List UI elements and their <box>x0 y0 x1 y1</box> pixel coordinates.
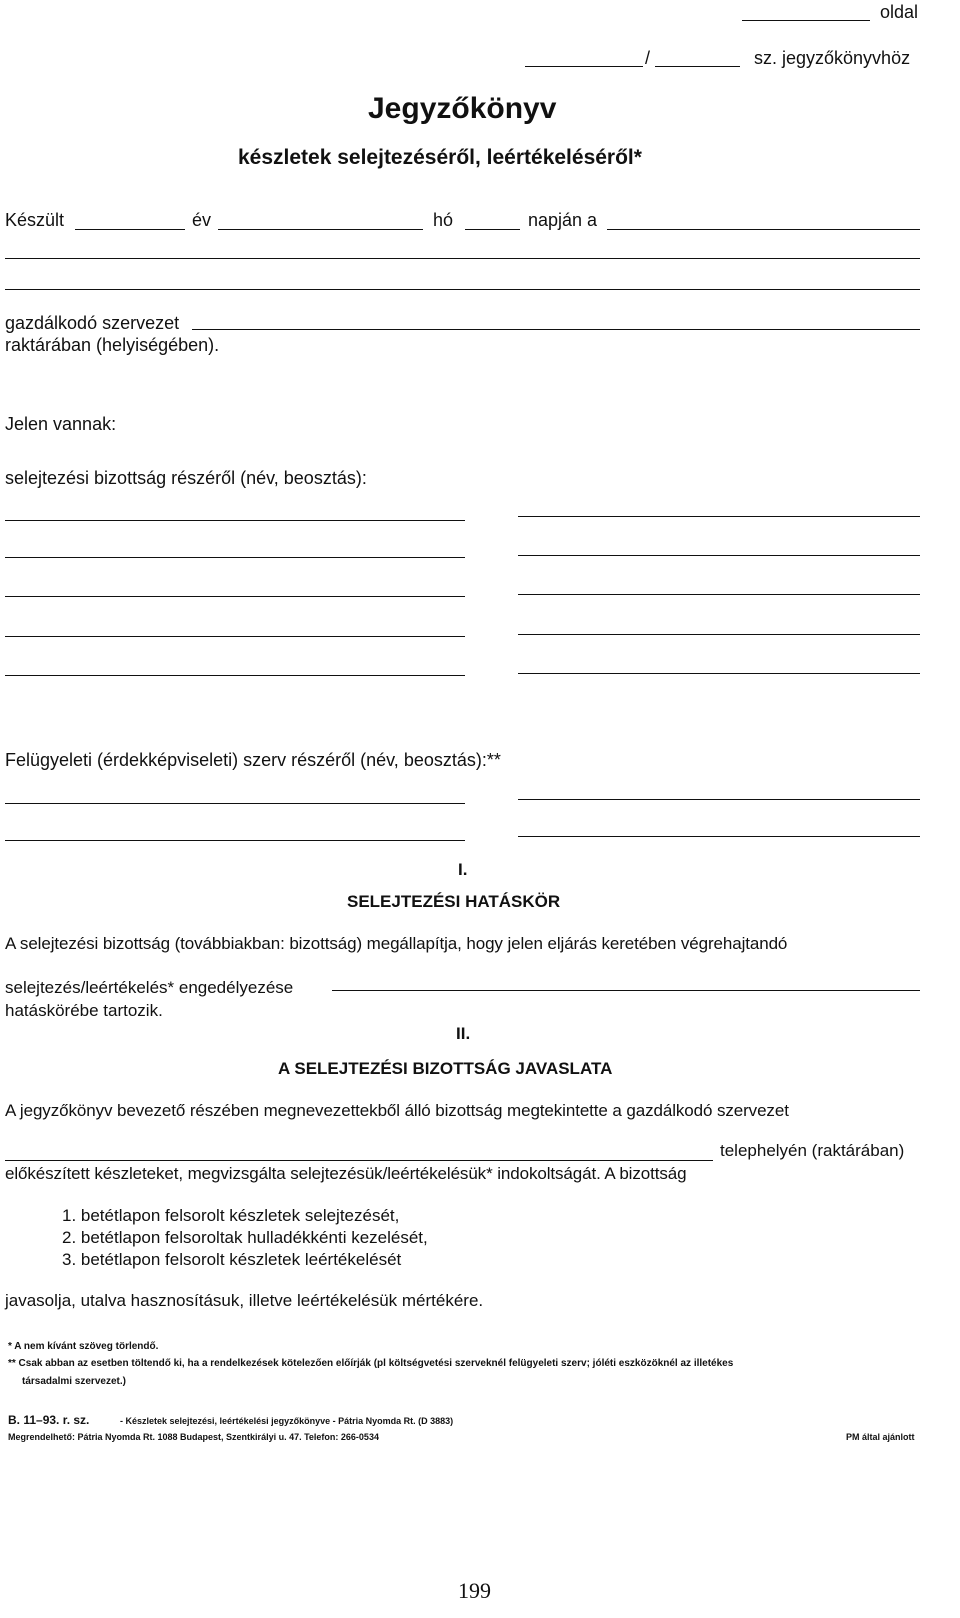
section1-number: I. <box>458 860 468 879</box>
supervisory-name-left-1[interactable] <box>5 803 465 804</box>
section1-line3: hatáskörébe tartozik. <box>5 1001 163 1020</box>
section1-line1: A selejtezési bizottság (továbbiakban: bizottság) megállapítja, hogy jelen eljárás keretében végrehajtandó <box>5 934 788 953</box>
proposal-item-2: 2. betétlapon felsoroltak hulladékkénti kezelését, <box>62 1228 428 1247</box>
recommendation: PM által ajánlott <box>846 1432 915 1442</box>
section1-heading: SELEJTEZÉSI HATÁSKÖR <box>347 892 561 911</box>
site-blank[interactable] <box>5 1160 713 1161</box>
footnote-1: * A nem kívánt szöveg törlendő. <box>8 1341 159 1352</box>
supervisory-name-left-2[interactable] <box>5 840 465 841</box>
committee-name-left-1[interactable] <box>5 520 465 521</box>
form-code: B. 11–93. r. sz. <box>8 1413 90 1427</box>
footnote-2: ** Csak abban az esetben töltendő ki, ha a rendelkezések kötelezően előírják (pl költségvetési szerveknél felügyeleti szerv; jóléti eszközöknél az illetékes <box>8 1358 734 1369</box>
proposal-item-1: 1. betétlapon felsorolt készletek selejtezését, <box>62 1206 400 1225</box>
place-blank-1[interactable] <box>607 229 920 230</box>
section2-line2: telephelyén (raktárában) <box>720 1141 905 1160</box>
present-heading: Jelen vannak: <box>5 414 117 434</box>
committee-name-right-2[interactable] <box>518 555 920 556</box>
org-blank[interactable] <box>192 329 920 330</box>
day-label: napján a <box>528 210 598 230</box>
committee-name-right-3[interactable] <box>518 594 920 595</box>
supervisory-label: Felügyeleti (érdekképviseleti) szerv részéről (név, beosztás):** <box>5 750 501 770</box>
committee-name-left-2[interactable] <box>5 557 465 558</box>
section2-line1: A jegyzőkönyv bevezető részében megnevezettekből álló bizottság megtekintette a gazdálkodó szervezet <box>5 1101 789 1120</box>
protocol-number-blank[interactable] <box>525 66 643 67</box>
page-title: Jegyzőkönyv <box>368 92 557 125</box>
year-label: év <box>192 210 212 230</box>
page-subtitle: készletek selejtezéséről, leértékeléséről* <box>238 146 642 169</box>
place-blank-2[interactable] <box>5 258 920 259</box>
day-blank[interactable] <box>465 229 520 230</box>
authority-blank[interactable] <box>332 990 920 991</box>
page-number: 199 <box>458 1578 491 1603</box>
section2-heading: A SELEJTEZÉSI BIZOTTSÁG JAVASLATA <box>278 1059 613 1078</box>
protocol-ref-blank[interactable] <box>655 66 740 67</box>
year-blank[interactable] <box>75 229 185 230</box>
month-label: hó <box>433 210 454 230</box>
made-label: Készült <box>5 210 65 230</box>
page-number-blank[interactable] <box>742 20 870 21</box>
page-label: oldal <box>880 2 919 22</box>
footnote-3: társadalmi szervezet.) <box>22 1376 126 1387</box>
order-info: Megrendelhető: Pátria Nyomda Rt. 1088 Budapest, Szentkirályi u. 47. Telefon: 266-0534 <box>8 1432 379 1442</box>
supervisory-name-right-2[interactable] <box>518 836 920 837</box>
committee-name-left-3[interactable] <box>5 596 465 597</box>
committee-name-right-1[interactable] <box>518 516 920 517</box>
committee-name-left-5[interactable] <box>5 675 465 676</box>
slash: / <box>645 48 651 68</box>
month-blank[interactable] <box>218 229 423 230</box>
form-description: - Készletek selejtezési, leértékelési jegyzőkönyve - Pátria Nyomda Rt. (D 3883) <box>120 1416 454 1426</box>
ref-label: sz. jegyzőkönyvhöz <box>754 48 911 68</box>
org-label: gazdálkodó szervezet <box>5 313 180 333</box>
org-location: raktárában (helyiségében). <box>5 335 220 355</box>
proposal-closing: javasolja, utalva hasznosításuk, illetve leértékelésük mértékére. <box>5 1291 484 1310</box>
committee-label: selejtezési bizottság részéről (név, beosztás): <box>5 468 367 488</box>
section2-line3: előkészített készleteket, megvizsgálta selejtezésük/leértékelésük* indokoltságát. A bizottság <box>5 1164 687 1183</box>
committee-name-right-5[interactable] <box>518 673 920 674</box>
section1-line2: selejtezés/leértékelés* engedélyezése <box>5 978 294 997</box>
place-blank-3[interactable] <box>5 289 920 290</box>
committee-name-left-4[interactable] <box>5 636 465 637</box>
committee-name-right-4[interactable] <box>518 634 920 635</box>
proposal-item-3: 3. betétlapon felsorolt készletek leértékelését <box>62 1250 402 1269</box>
supervisory-name-right-1[interactable] <box>518 799 920 800</box>
section2-number: II. <box>456 1024 471 1043</box>
